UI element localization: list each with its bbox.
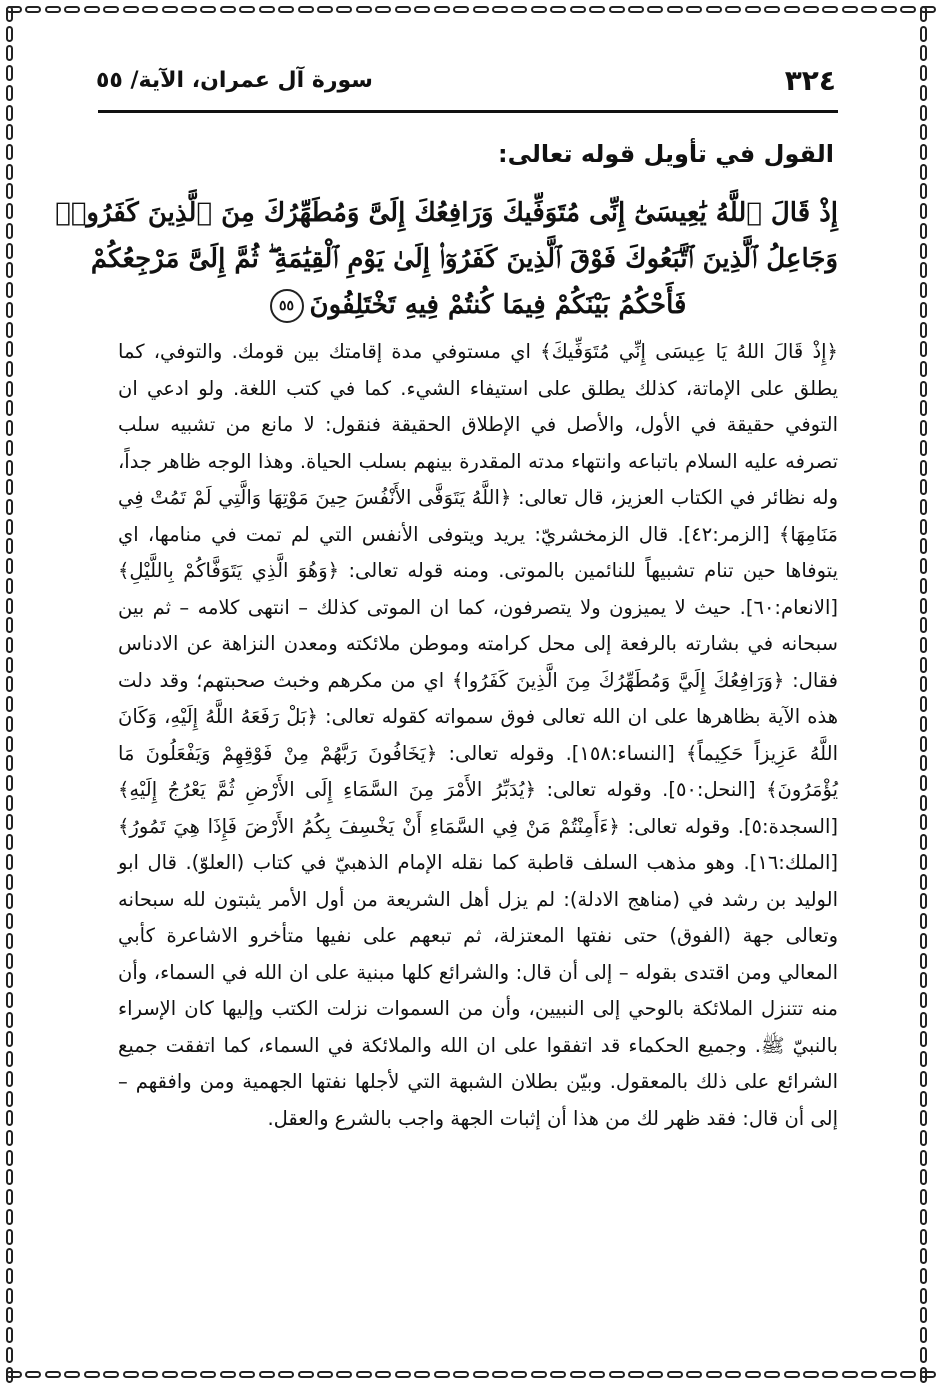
chain-link: [6, 223, 13, 239]
chain-link: [920, 420, 927, 436]
chain-link: [920, 972, 927, 988]
chain-link: [822, 6, 838, 13]
chain-link: [259, 1371, 275, 1378]
chain-link: [920, 1150, 927, 1166]
chain-link: [920, 1347, 927, 1363]
chain-link: [492, 6, 508, 13]
chain-link: [6, 558, 13, 574]
chain-link: [570, 1371, 586, 1378]
chain-link: [6, 657, 13, 673]
chain-link: [336, 6, 352, 13]
chain-link: [6, 243, 13, 259]
chain-link: [920, 1229, 927, 1245]
chain-link: [920, 1189, 927, 1205]
chain-link: [103, 6, 119, 13]
chain-link: [317, 6, 333, 13]
chain-link: [6, 262, 13, 278]
chain-link: [6, 716, 13, 732]
chain-link: [84, 6, 100, 13]
chain-link: [6, 1307, 13, 1323]
running-title: سورة آل عمران، الآية/ ٥٥: [96, 68, 373, 93]
chain-link: [920, 538, 927, 554]
chain-link: [920, 243, 927, 259]
chain-link: [6, 420, 13, 436]
chain-link: [550, 6, 566, 13]
chain-link: [920, 262, 927, 278]
chain-link: [473, 6, 489, 13]
chain-link: [6, 913, 13, 929]
chain-link: [84, 1371, 100, 1378]
chain-link: [920, 105, 927, 121]
chain-link: [745, 1371, 761, 1378]
chain-link: [6, 1169, 13, 1185]
chain-link: [6, 85, 13, 101]
chain-link: [920, 45, 927, 61]
chain-link: [784, 6, 800, 13]
chain-link: [920, 834, 927, 850]
chain-link: [920, 696, 927, 712]
chain-link: [162, 1371, 178, 1378]
chain-link: [6, 755, 13, 771]
chain-link: [6, 814, 13, 830]
chain-link: [589, 6, 605, 13]
chain-link: [6, 1051, 13, 1067]
chain-link: [920, 558, 927, 574]
chain-link: [473, 1371, 489, 1378]
chain-link: [6, 479, 13, 495]
chain-link: [6, 874, 13, 890]
chain-link: [920, 1248, 927, 1264]
chain-link: [764, 1371, 780, 1378]
chain-link: [45, 6, 61, 13]
chain-link: [920, 1071, 927, 1087]
chain-link: [45, 1371, 61, 1378]
verse-line-3: [118, 282, 838, 328]
chain-link: [881, 6, 897, 13]
verse-line-3-text: فَأَحْكُمُ بَيْنَكُمْ فِيمَا كُنتُمْ فِيهِ تَخْتَلِفُونَ: [309, 290, 687, 320]
chain-link: [920, 65, 927, 81]
chain-link: [6, 637, 13, 653]
chain-link: [6, 26, 13, 42]
chain-link: [861, 6, 877, 13]
chain-link: [336, 1371, 352, 1378]
chain-link: [920, 755, 927, 771]
chain-link: [531, 1371, 547, 1378]
chain-link: [6, 834, 13, 850]
chain-link: [764, 6, 780, 13]
chain-link: [6, 361, 13, 377]
chain-link: [609, 6, 625, 13]
chain-link: [103, 1371, 119, 1378]
chain-link: [375, 6, 391, 13]
chain-link: [550, 1371, 566, 1378]
chain-link: [6, 1209, 13, 1225]
chain-link: [842, 6, 858, 13]
chain-link: [6, 499, 13, 515]
chain-link: [6, 519, 13, 535]
chain-link: [920, 460, 927, 476]
chain-link: [920, 85, 927, 101]
chain-link: [803, 1371, 819, 1378]
chain-link: [395, 1371, 411, 1378]
chain-link: [920, 1268, 927, 1284]
chain-link: [920, 953, 927, 969]
chain-link: [920, 341, 927, 357]
chain-link: [395, 6, 411, 13]
chain-link: [6, 1150, 13, 1166]
chain-link: [647, 1371, 663, 1378]
chain-link: [6, 854, 13, 870]
chain-link: [920, 617, 927, 633]
chain-link: [414, 6, 430, 13]
chain-link: [6, 992, 13, 1008]
chain-link: [647, 6, 663, 13]
chain-link: [356, 1371, 372, 1378]
chain-link: [6, 381, 13, 397]
chain-link: [628, 1371, 644, 1378]
chain-link: [920, 676, 927, 692]
chain-link: [803, 6, 819, 13]
chain-link: [920, 893, 927, 909]
chain-link: [298, 1371, 314, 1378]
border-top-chain: [0, 0, 942, 18]
chain-link: [6, 1229, 13, 1245]
chain-link: [278, 6, 294, 13]
border-bottom-chain: [0, 1365, 942, 1383]
chain-link: [920, 992, 927, 1008]
chain-link: [6, 183, 13, 199]
chain-link: [920, 302, 927, 318]
chain-link: [920, 400, 927, 416]
chain-link: [200, 1371, 216, 1378]
chain-link: [6, 598, 13, 614]
chain-link: [667, 6, 683, 13]
chain-link: [920, 144, 927, 160]
commentary-paragraph: ﴿إِذْ قَالَ اللهُ يَا عِيسَى إِنِّي مُتَوَفِّيكَ﴾ اي مستوفي مدة إقامتك بين قومك. والتوفي، كما يطلق على الإماتة، كذلك يطلق على استيفاء الشيء. كما في كتب اللغة. ولو ادعي ان التوفي حقيقة في الأول، والأصل في الإطلاق الحقيقة فنقول: لا مانع من تشبيه سلب تصرفه عليه السلام باتباعه وانتهاء مدته المقدرة بينهم بسلب الحياة. وهذا الوجه ظاهر جداً، وله نظائر في الكتاب العزيز، قال تعالى: ﴿اللَّهُ يَتَوَفَّى الأَنْفُسَ حِينَ مَوْتِهَا وَالَّتِي لَمْ تَمُتْ فِي مَنَامِهَا﴾ [الزمر:٤٢]. قال الزمخشريّ: يريد ويتوفى الأنفس التي لم تمت في منامها، اي يتوفاها حين تنام تشبيهاً للنائمين بالموتى. ومنه قوله تعالى: ﴿وَهُوَ الَّذِي يَتَوَفَّاكُمْ بِاللَّيْلِ﴾ [الانعام:٦٠]. حيث لا يميزون ولا يتصرفون، كما ان الموتى كذلك – انتهى كلامه – ثم بين سبحانه في بشارته بالرفعة إلى محل كرامته وموطن ملائكته ومعدن النزاهة عن الادناس فقال: ﴿وَرَافِعُكَ إِلَيَّ وَمُطَهِّرُكَ مِنَ الَّذِينَ كَفَرُوا﴾ اي من مكرهم وخبث صحبتهم؛ وقد دلت هذه الآية بظاهرها على ان الله تعالى فوق سمواته كقوله تعالى: ﴿بَلْ رَفَعَهُ اللَّهُ إِلَيْهِ، وَكَانَ اللَّهُ عَزِيزاً حَكِيماً﴾ [النساء:١٥٨]. وقوله تعالى: ﴿يَخَافُونَ رَبَّهُمْ مِنْ فَوْقِهِمْ وَيَفْعَلُونَ مَا يُؤْمَرُونَ﴾ [النحل:٥٠]. وقوله تعالى: ﴿يُدَبِّرُ الأَمْرَ مِنَ السَّمَاءِ إِلَى الأَرْضِ ثُمَّ يَعْرُجُ إِلَيْهِ﴾ [السجدة:٥]. وقوله تعالى: ﴿ءَأَمِنْتُمْ مَنْ فِي السَّمَاءِ أَنْ يَخْسِفَ بِكُمُ الأَرْضَ فَإِذَا هِيَ تَمُورُ﴾ [الملك:١٦]. وهو مذهب السلف قاطبة كما نقله الإمام الذهبيّ في كتاب (العلوّ). قال ابو الوليد بن رشد في (مناهج الادلة): لم يزل أهل الشريعة من أول الأمر يثبتون لله سبحانه وتعالى جهة (الفوق) حتى نفتها المعتزلة، ثم تبعهم على نفيها متأخرو الاشاعرة كأبي المعالي ومن اقتدى بقوله – إلى أن قال: والشرائع كلها مبنية على ان الله في السماء، وأن منه تتنزل الملائكة بالوحي إلى النبيين، وأن من السموات نزلت الكتب وإليها كان الإسراء بالنبيّ ﷺ. وجميع الحكماء قد اتفقوا على ان الله والملائكة في السماء، كما اتفقت جميع الشرائع على ذلك بالمعقول. وبيّن بطلان الشبهة التي لأجلها نفتها الجهمية ومن وافقهم – إلى أن قال: فقد ظهر لك من هذا أن إثبات الجهة واجب بالشرع والعقل.: [118, 340, 839, 1130]
chain-link: [920, 854, 927, 870]
chain-link: [686, 1371, 702, 1378]
chain-link: [6, 696, 13, 712]
chain-link: [6, 341, 13, 357]
chain-link: [492, 1371, 508, 1378]
chain-link: [861, 1371, 877, 1378]
chain-link: [920, 1110, 927, 1126]
chain-link: [6, 282, 13, 298]
chain-link: [920, 775, 927, 791]
chain-link: [123, 1371, 139, 1378]
chain-link: [181, 1371, 197, 1378]
verse-line-2: وَجَاعِلُ ٱلَّذِينَ ٱتَّبَعُوكَ فَوْقَ ٱلَّذِينَ كَفَرُوٓا۟ إِلَىٰ يَوْمِ ٱلْقِيَٰمَةِ ۖ ثُمَّ إِلَىَّ مَرْجِعُكُمْ: [90, 244, 838, 274]
chain-link: [531, 6, 547, 13]
chain-link: [181, 6, 197, 13]
chain-link: [6, 1288, 13, 1304]
chain-link: [920, 913, 927, 929]
chain-link: [6, 45, 13, 61]
chain-link: [920, 183, 927, 199]
chain-link: [6, 795, 13, 811]
chain-link: [920, 657, 927, 673]
chain-link: [25, 1371, 41, 1378]
chain-link: [25, 6, 41, 13]
chain-link: [881, 1371, 897, 1378]
chain-link: [6, 65, 13, 81]
chain-link: [920, 637, 927, 653]
chain-link: [920, 795, 927, 811]
chain-link: [6, 1189, 13, 1205]
chain-link: [220, 6, 236, 13]
chain-link: [6, 322, 13, 338]
chain-link: [920, 479, 927, 495]
chain-link: [920, 124, 927, 140]
chain-link: [628, 6, 644, 13]
chain-link: [6, 1071, 13, 1087]
chain-link: [6, 105, 13, 121]
chain-link: [317, 1371, 333, 1378]
chain-link: [6, 578, 13, 594]
chain-link: [920, 1031, 927, 1047]
chain-link: [920, 736, 927, 752]
quran-verse: [55, 190, 838, 328]
chain-link: [920, 6, 927, 22]
chain-link: [356, 6, 372, 13]
chain-link: [570, 6, 586, 13]
chain-link: [822, 1371, 838, 1378]
page-number: ٣٢٤: [784, 64, 836, 97]
chain-link: [920, 519, 927, 535]
chain-link: [6, 1367, 13, 1383]
chain-link: [920, 933, 927, 949]
chain-link: [239, 6, 255, 13]
chain-link: [6, 775, 13, 791]
chain-link: [725, 1371, 741, 1378]
chain-link: [6, 460, 13, 476]
verse-number-marker: ٥٥: [270, 289, 304, 323]
chain-link: [6, 400, 13, 416]
chain-link: [298, 6, 314, 13]
page-header: [96, 60, 836, 110]
chain-link: [6, 538, 13, 554]
chain-link: [920, 1367, 927, 1383]
chain-link: [6, 1031, 13, 1047]
chain-link: [6, 676, 13, 692]
chain-link: [511, 1371, 527, 1378]
chain-link: [6, 953, 13, 969]
chain-link: [6, 1091, 13, 1107]
chain-link: [686, 6, 702, 13]
chain-link: [511, 6, 527, 13]
chain-link: [920, 499, 927, 515]
chain-link: [162, 6, 178, 13]
chain-link: [6, 933, 13, 949]
chain-link: [6, 1248, 13, 1264]
chain-link: [920, 223, 927, 239]
chain-link: [706, 1371, 722, 1378]
chain-link: [920, 440, 927, 456]
chain-link: [6, 164, 13, 180]
chain-link: [920, 361, 927, 377]
chain-link: [414, 1371, 430, 1378]
chain-link: [259, 6, 275, 13]
chain-link: [589, 1371, 605, 1378]
chain-link: [920, 1209, 927, 1225]
chain-link: [6, 893, 13, 909]
chain-link: [6, 1347, 13, 1363]
chain-link: [920, 26, 927, 42]
chain-link: [920, 814, 927, 830]
chain-link: [920, 203, 927, 219]
chain-link: [6, 124, 13, 140]
chain-link: [453, 6, 469, 13]
chain-link: [6, 6, 13, 22]
header-rule: [98, 110, 838, 113]
chain-link: [6, 736, 13, 752]
chain-link: [64, 6, 80, 13]
chain-link: [6, 1327, 13, 1343]
chain-link: [920, 1288, 927, 1304]
chain-link: [453, 1371, 469, 1378]
chain-link: [6, 302, 13, 318]
chain-link: [6, 1110, 13, 1126]
chain-link: [920, 1091, 927, 1107]
chain-link: [920, 874, 927, 890]
page-body: [55, 128, 839, 1137]
chain-link: [375, 1371, 391, 1378]
chain-link: [609, 1371, 625, 1378]
chain-link: [6, 203, 13, 219]
chain-link: [123, 6, 139, 13]
verse-line-1: إِذْ قَالَ ٱللَّهُ يَٰعِيسَىٰٓ إِنِّى مُتَوَفِّيكَ وَرَافِعُكَ إِلَىَّ وَمُطَهِّرُكَ مِنَ ٱلَّذِينَ كَفَرُوا۟: [55, 198, 838, 228]
border-left-chain: [0, 0, 18, 1389]
chain-link: [745, 6, 761, 13]
chain-link: [920, 1012, 927, 1028]
chain-link: [239, 1371, 255, 1378]
chain-link: [920, 381, 927, 397]
chain-link: [6, 617, 13, 633]
chain-link: [920, 1307, 927, 1323]
chain-link: [842, 1371, 858, 1378]
chain-link: [142, 1371, 158, 1378]
chain-link: [920, 716, 927, 732]
chain-link: [434, 6, 450, 13]
chain-link: [920, 1051, 927, 1067]
border-right-chain: [914, 0, 932, 1389]
section-heading: القول في تأويل قوله تعالى:: [498, 140, 834, 168]
chain-link: [6, 144, 13, 160]
chain-link: [434, 1371, 450, 1378]
chain-link: [920, 1169, 927, 1185]
chain-link: [6, 1130, 13, 1146]
chain-link: [6, 1012, 13, 1028]
chain-link: [200, 6, 216, 13]
chain-link: [220, 1371, 236, 1378]
chain-link: [920, 164, 927, 180]
chain-link: [920, 282, 927, 298]
chain-link: [725, 6, 741, 13]
chain-link: [920, 322, 927, 338]
chain-link: [6, 440, 13, 456]
chain-link: [920, 1130, 927, 1146]
chain-link: [142, 6, 158, 13]
chain-link: [784, 1371, 800, 1378]
chain-link: [920, 598, 927, 614]
chain-link: [278, 1371, 294, 1378]
chain-link: [6, 1268, 13, 1284]
chain-link: [920, 578, 927, 594]
chain-link: [64, 1371, 80, 1378]
chain-link: [6, 972, 13, 988]
chain-link: [667, 1371, 683, 1378]
chain-link: [706, 6, 722, 13]
chain-link: [920, 1327, 927, 1343]
